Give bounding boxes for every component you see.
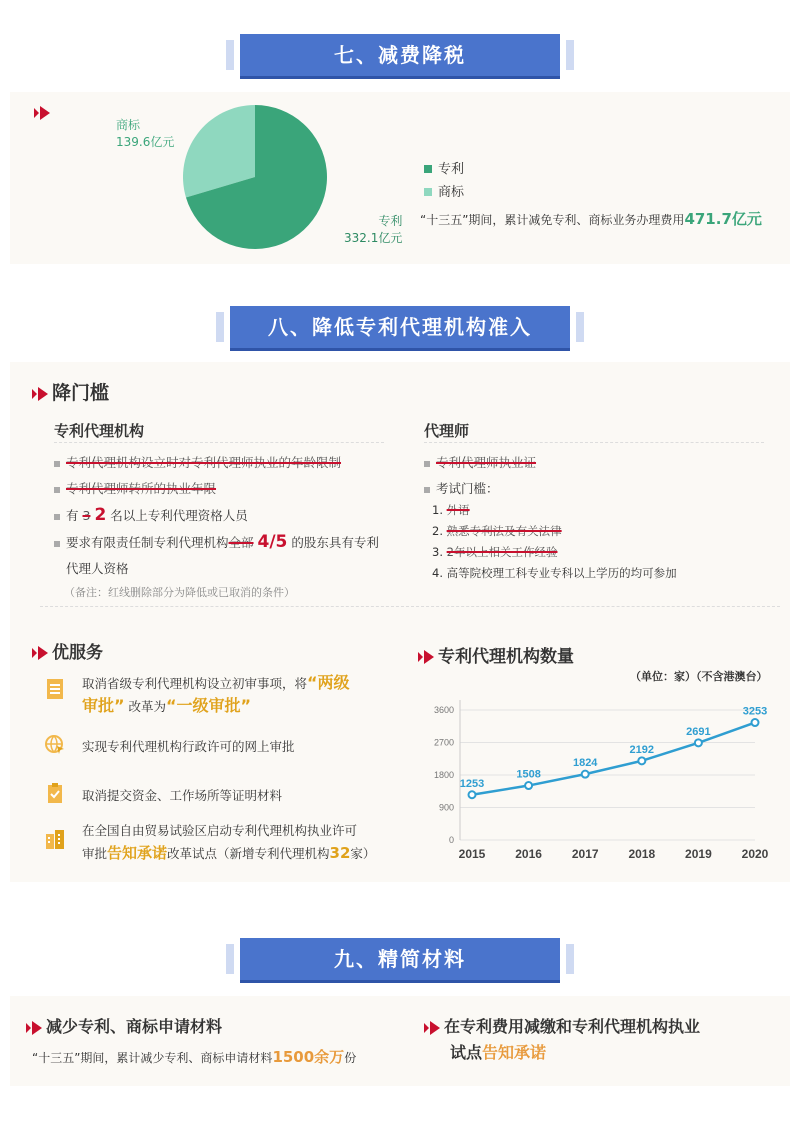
text: 高等院校理工科专业专科以上学历的均可参加 [446, 566, 677, 580]
data-point [582, 771, 589, 778]
highlight: 1500余万 [272, 1048, 345, 1066]
buildings-icon [44, 828, 66, 850]
fee-summary [420, 208, 762, 229]
sub-service [38, 638, 103, 663]
pie-legend [424, 158, 464, 200]
data-point [695, 739, 702, 746]
sub-service-title: 优服务 [52, 643, 103, 663]
x-tick-label: 2017 [571, 847, 599, 861]
legend-swatch-icon [424, 188, 432, 196]
x-tick-label: 2016 [515, 847, 542, 861]
strike-note: （备注：红线删除部分为降低或已取消的条件） [64, 586, 295, 599]
number: 1. [432, 503, 443, 517]
legend-label: 商标 [438, 185, 465, 200]
exam-list [432, 500, 677, 584]
highlight: 告知承诺 [107, 844, 168, 862]
section-9-banner: 九、精简材料 [240, 938, 560, 980]
condition-removed: 专利代理师转所的执业年限 [66, 481, 217, 496]
bullet-icon [424, 487, 430, 493]
data-label: 3253 [742, 705, 768, 718]
data-label: 1253 [459, 777, 485, 790]
service-item-4 [82, 820, 412, 865]
clipboard-icon [44, 782, 66, 804]
arrow-marker-icon [40, 106, 50, 120]
arrow-marker-icon [38, 646, 48, 660]
fee-summary-value: 471.7亿元 [684, 210, 762, 228]
document-icon [44, 678, 66, 700]
text: 有 [66, 508, 79, 523]
new-value: 2 [94, 505, 107, 525]
left-head: 专利代理机构 [54, 422, 145, 440]
bullet-icon [424, 461, 430, 467]
number: 2. [432, 524, 443, 538]
exam-item [432, 500, 677, 521]
legend-item-trademark [424, 181, 464, 200]
list-item [424, 476, 536, 502]
old-value: 3 [82, 508, 91, 523]
section-7-banner: 七、减费降税 [240, 34, 560, 76]
divider [54, 442, 384, 443]
x-tick-label: 2019 [685, 847, 712, 861]
agency-count-line-chart [410, 680, 780, 870]
sub-agency-count [424, 642, 574, 667]
bullet-icon [54, 461, 60, 467]
sub-agency-count-title: 专利代理机构数量 [438, 647, 574, 667]
text: 改革为 [128, 699, 167, 714]
text: 审批 [82, 846, 108, 861]
bullet-icon [54, 541, 60, 547]
text: 家） [350, 846, 376, 861]
notify-commit-head [430, 1014, 700, 1066]
arrow-marker-icon [424, 650, 434, 664]
list-item [54, 450, 414, 476]
sub-threshold [38, 378, 109, 405]
divider [424, 442, 764, 443]
arrow-marker-icon [38, 387, 48, 401]
arrow-marker-icon [430, 1021, 440, 1035]
x-tick-label: 2015 [458, 847, 486, 861]
condition-removed: 熟悉专利法及有关法律 [446, 524, 562, 538]
data-label: 1824 [572, 757, 598, 770]
text: 试点 [450, 1043, 483, 1062]
agency-conditions-list [54, 450, 414, 582]
number: 4. [432, 566, 443, 580]
section-8-panel [10, 362, 790, 882]
section-8-banner: 八、降低专利代理机构准入 [230, 306, 570, 348]
pie-chart [180, 102, 330, 252]
pie-label-patent [344, 212, 402, 246]
globe-cursor-icon [44, 734, 66, 756]
x-tick-label: 2018 [628, 847, 656, 861]
y-tick-label: 0 [448, 835, 454, 845]
pie-label-patent-amount: 332.1亿元 [344, 231, 403, 245]
condition-removed: 专利代理师执业证 [436, 455, 537, 470]
service-item-2: 实现专利代理机构行政许可的网上审批 [82, 739, 295, 754]
text: 考试门槛： [436, 481, 499, 496]
fee-summary-text: “十三五”期间，累计减免专利、商标业务办理费用 [420, 213, 685, 227]
list-item [54, 476, 414, 502]
highlight: “一级审批” [166, 696, 252, 715]
pie-label-trademark-amount: 139.6亿元 [116, 135, 175, 149]
service-item-1 [82, 672, 402, 718]
section-9-panel [10, 996, 790, 1086]
reduce-materials-head [32, 1014, 222, 1037]
reduce-materials-text [32, 1046, 356, 1067]
text: 份 [344, 1051, 357, 1065]
text: 在专利费用减缴和专利代理机构执业 [444, 1017, 701, 1036]
text: 取消省级专利代理机构设立初审事项，将 [82, 676, 308, 691]
right-head: 代理师 [424, 422, 470, 440]
text: 名以上专利代理资格人员 [110, 508, 248, 523]
condition-removed: 外语 [446, 503, 470, 517]
list-item [54, 502, 414, 529]
new-value: 4/5 [257, 532, 288, 552]
service-item-3: 取消提交资金、工作场所等证明材料 [82, 788, 283, 803]
text: 的股东具有专利 [291, 535, 379, 550]
y-tick-label: 1800 [433, 770, 454, 780]
exam-item [432, 563, 677, 584]
highlight: 审批” [82, 696, 125, 715]
condition-removed: 2年以上相关工作经验 [446, 545, 558, 559]
pie-label-patent-name: 专利 [378, 214, 403, 228]
y-tick-label: 2700 [433, 737, 454, 748]
divider [40, 606, 780, 607]
sub-threshold-title: 降门槛 [52, 382, 110, 404]
data-point [469, 791, 476, 798]
section-7-panel [10, 92, 790, 264]
pie-label-trademark-name: 商标 [116, 118, 141, 132]
list-item-continued: 代理人资格 [66, 561, 129, 576]
reduce-materials-title: 减少专利、商标申请材料 [46, 1017, 223, 1036]
y-tick-label: 900 [438, 802, 454, 813]
y-tick-label: 3600 [433, 705, 454, 715]
highlight: “两级 [307, 673, 350, 692]
exam-item [432, 521, 677, 542]
legend-item-patent [424, 158, 464, 177]
data-label: 2192 [629, 743, 655, 756]
legend-label: 专利 [438, 162, 465, 177]
data-point [525, 782, 532, 789]
arrow-marker-icon [32, 1021, 42, 1035]
text: “十三五”期间，累计减少专利、商标申请材料 [32, 1051, 273, 1065]
old-value: 全部 [228, 535, 254, 550]
list-item [54, 529, 414, 556]
list-item [424, 450, 536, 476]
highlight: 告知承诺 [482, 1043, 547, 1062]
series-line [472, 723, 755, 795]
text: 改革试点（新增专利代理机构 [167, 846, 330, 861]
agent-conditions-list [424, 450, 536, 502]
pie-label-trademark [116, 116, 174, 150]
text: 在全国自由贸易试验区启动专利代理机构执业许可 [82, 823, 358, 838]
number: 3. [432, 545, 443, 559]
data-point [638, 757, 645, 764]
highlight: 32 [329, 844, 351, 862]
text: 要求有限责任制专利代理机构 [66, 535, 229, 550]
legend-swatch-icon [424, 165, 432, 173]
data-label: 1508 [516, 768, 541, 781]
bullet-icon [54, 514, 60, 520]
data-label: 2691 [686, 725, 711, 738]
service-item-4-line2 [82, 842, 412, 865]
x-tick-label: 2020 [741, 847, 769, 861]
data-point [752, 719, 759, 726]
bullet-icon [54, 487, 60, 493]
exam-item [432, 542, 677, 563]
unit-note: （单位：家）（不含港澳台） [630, 670, 768, 683]
condition-removed: 专利代理机构设立时对专利代理师执业的年龄限制 [66, 455, 342, 470]
